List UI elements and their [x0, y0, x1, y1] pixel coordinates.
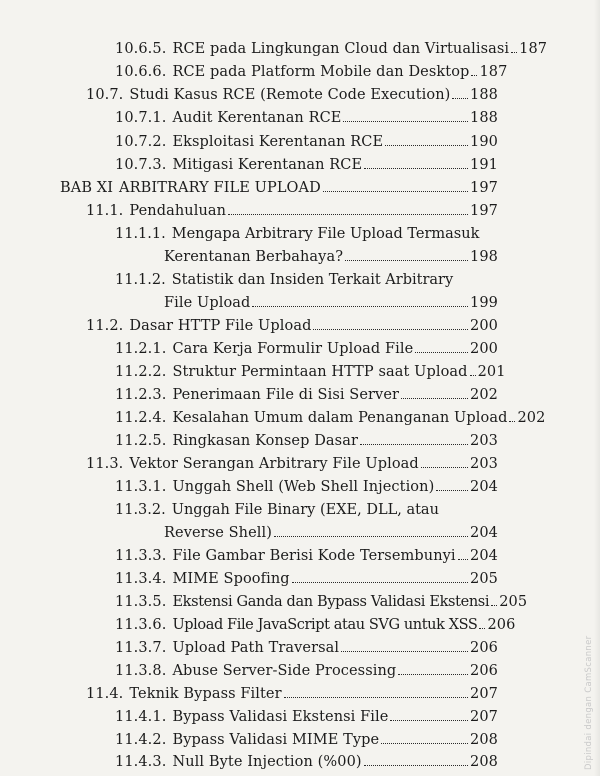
toc-entry-page: 200 — [470, 318, 498, 334]
toc-entry — [115, 60, 508, 80]
toc-entry — [86, 682, 498, 702]
toc-entry — [164, 245, 498, 265]
toc-entry — [115, 590, 528, 610]
toc-entry-title: Dasar HTTP File Upload — [129, 318, 312, 334]
toc-entry-title: Audit Kerentanan RCE — [172, 110, 342, 126]
toc-entry-title: Mitigasi Kerentanan RCE — [172, 157, 363, 173]
toc-entry-page: 204 — [470, 479, 498, 495]
toc-leader-dots — [360, 444, 468, 445]
toc-leader-dots — [381, 743, 468, 744]
toc-entry-number: 11.3.6. — [115, 617, 167, 633]
toc-entry-title-continued: File Upload — [164, 295, 251, 311]
toc-entry-number: 11.1.1. — [115, 226, 166, 242]
toc-entry-number: 11.1. — [86, 203, 124, 219]
toc-leader-dots — [452, 98, 468, 99]
toc-entry-page: 207 — [470, 709, 498, 725]
toc-entry-title: Null Byte Injection (%00) — [172, 754, 362, 770]
toc-entry-number: 11.2.3. — [115, 387, 167, 403]
toc-leader-dots — [436, 490, 468, 491]
toc-leader-dots — [470, 375, 476, 376]
toc-entry-page: 191 — [470, 157, 498, 173]
toc-entry-first-line — [115, 268, 453, 288]
toc-entry-title: Ringkasan Konsep Dasar — [172, 433, 358, 449]
toc-entry-title: Unggah Shell (Web Shell Injection) — [172, 479, 435, 495]
toc-entry — [115, 750, 498, 770]
toc-entry-number: 11.4.3. — [115, 754, 167, 770]
toc-entry-number: 10.7.3. — [115, 157, 167, 173]
toc-entry-title: MIME Spoofing — [172, 571, 290, 587]
toc-leader-dots — [398, 674, 468, 675]
toc-entry-number: 11.2. — [86, 318, 124, 334]
scanner-watermark: Dipindai dengan CamScanner — [584, 635, 594, 770]
toc-entry-number: 11.2.4. — [115, 410, 167, 426]
toc-leader-dots — [390, 720, 468, 721]
toc-entry — [115, 567, 498, 587]
toc-entry — [115, 613, 516, 633]
toc-leader-dots — [284, 697, 468, 698]
page-edge-shadow — [594, 0, 600, 776]
toc-leader-dots — [364, 765, 468, 766]
toc-entry-title: Bypass Validasi MIME Type — [172, 732, 380, 748]
toc-entry-page: 208 — [470, 732, 498, 748]
toc-entry-title: File Gambar Berisi Kode Tersembunyi — [172, 548, 456, 564]
toc-entry-title: Statistik dan Insiden Terkait Arbitrary — [171, 272, 454, 288]
toc-leader-dots — [471, 75, 477, 76]
toc-leader-dots — [252, 306, 468, 307]
toc-entry-page: 207 — [470, 686, 498, 702]
toc-entry-number: 11.2.1. — [115, 341, 167, 357]
toc-entry — [115, 383, 498, 403]
toc-entry-page: 200 — [470, 341, 498, 357]
toc-entry-number: 11.3.5. — [115, 594, 167, 610]
toc-entry-title-continued: Reverse Shell) — [164, 525, 273, 541]
toc-leader-dots — [323, 191, 468, 192]
toc-entry-number: 11.3.8. — [115, 663, 167, 679]
toc-entry-title: Unggah File Binary (EXE, DLL, atau — [171, 502, 439, 518]
toc-entry-number: 11.3.4. — [115, 571, 167, 587]
toc-entry-title: Mengapa Arbitrary File Upload Termasuk — [171, 226, 480, 242]
toc-chapter-entry — [60, 176, 498, 196]
toc-entry — [115, 406, 546, 426]
toc-entry — [115, 153, 498, 173]
toc-entry — [164, 291, 498, 311]
toc-entry-page: 203 — [470, 456, 498, 472]
toc-entry-number: 11.1.2. — [115, 272, 166, 288]
toc-entry-page: 187 — [479, 64, 508, 80]
toc-leader-dots — [313, 329, 468, 330]
toc-leader-dots — [421, 467, 468, 468]
toc-entry — [115, 130, 498, 150]
toc-entry-number: 10.6.5. — [115, 41, 167, 57]
toc-entry-title: Kesalahan Umum dalam Penanganan Upload — [172, 410, 508, 426]
toc-entry-number: 11.4.2. — [115, 732, 167, 748]
toc-entry-title: Pendahuluan — [129, 203, 227, 219]
toc-entry-title: ARBITRARY FILE UPLOAD — [119, 180, 321, 196]
toc-leader-dots — [458, 559, 468, 560]
toc-entry-title: Abuse Server-Side Processing — [172, 663, 397, 679]
toc-entry-title: Eksploitasi Kerentanan RCE — [172, 134, 384, 150]
toc-entry — [115, 37, 548, 57]
toc-entry — [115, 337, 498, 357]
toc-entry-page: 203 — [470, 433, 498, 449]
toc-leader-dots — [511, 52, 517, 53]
toc-entry-number: 11.3.3. — [115, 548, 167, 564]
toc-leader-dots — [345, 260, 468, 261]
toc-entry-number: 10.6.6. — [115, 64, 167, 80]
toc-leader-dots — [274, 536, 468, 537]
toc-leader-dots — [292, 582, 468, 583]
toc-entry-number: 11.2.5. — [115, 433, 167, 449]
toc-leader-dots — [415, 352, 468, 353]
toc-entry — [115, 705, 498, 725]
toc-entry-page: 202 — [517, 410, 546, 426]
toc-entry-page: 202 — [470, 387, 498, 403]
toc-entry-title: Upload File JavaScript atau SVG untuk XSS — [172, 617, 478, 633]
toc-entry-number: 11.2.2. — [115, 364, 167, 380]
toc-entry — [115, 429, 498, 449]
toc-entry-number: 10.7.2. — [115, 134, 167, 150]
toc-entry-page: 188 — [470, 110, 498, 126]
toc-entry-first-line — [115, 498, 439, 518]
toc-entry-title: Penerimaan File di Sisi Server — [172, 387, 400, 403]
toc-entry-number: BAB XI — [60, 180, 114, 196]
toc-entry-first-line — [115, 222, 479, 242]
toc-leader-dots — [491, 605, 497, 606]
toc-entry-title: Cara Kerja Formulir Upload File — [172, 341, 414, 357]
toc-entry-title-continued: Kerentanan Berbahaya? — [164, 249, 344, 265]
toc-leader-dots — [509, 421, 515, 422]
toc-entry-page: 204 — [470, 525, 498, 541]
toc-entry-number: 11.4.1. — [115, 709, 167, 725]
toc-entry-page: 208 — [470, 754, 498, 770]
toc-leader-dots — [364, 168, 468, 169]
toc-entry — [115, 544, 498, 564]
toc-entry-page: 206 — [487, 617, 516, 633]
toc-leader-dots — [479, 628, 485, 629]
toc-entry-number: 11.3. — [86, 456, 124, 472]
toc-entry — [86, 83, 498, 103]
toc-entry-page: 204 — [470, 548, 498, 564]
toc-entry-title: Upload Path Traversal — [172, 640, 340, 656]
toc-entry — [86, 199, 498, 219]
toc-entry-number: 11.4. — [86, 686, 124, 702]
toc-entry — [115, 636, 498, 656]
toc-entry-page: 205 — [499, 594, 528, 610]
toc-entry-number: 11.3.1. — [115, 479, 167, 495]
toc-entry-title: RCE pada Platform Mobile dan Desktop — [172, 64, 470, 80]
toc-entry — [86, 314, 498, 334]
toc-entry — [115, 475, 498, 495]
toc-entry-title: Studi Kasus RCE (Remote Code Execution) — [129, 87, 451, 103]
toc-entry — [86, 452, 498, 472]
toc-entry-title: Bypass Validasi Ekstensi File — [172, 709, 389, 725]
toc-leader-dots — [343, 121, 468, 122]
toc-entry-title: Struktur Permintaan HTTP saat Upload — [172, 364, 468, 380]
toc-entry — [115, 360, 506, 380]
toc-entry-page: 201 — [477, 364, 506, 380]
toc-entry-number: 11.3.7. — [115, 640, 167, 656]
toc-entry-title: Teknik Bypass Filter — [129, 686, 282, 702]
toc-entry — [164, 521, 498, 541]
toc-entry-page: 206 — [470, 640, 498, 656]
toc-entry-page: 199 — [470, 295, 498, 311]
toc-entry-page: 190 — [470, 134, 498, 150]
toc-leader-dots — [401, 398, 468, 399]
toc-entry-page: 206 — [470, 663, 498, 679]
toc-entry-title: RCE pada Lingkungan Cloud dan Virtualisasi — [172, 41, 510, 57]
toc-entry-page: 205 — [470, 571, 498, 587]
toc-entry-page: 197 — [470, 203, 498, 219]
toc-leader-dots — [385, 145, 468, 146]
toc-leader-dots — [228, 214, 468, 215]
toc-entry-page: 197 — [470, 180, 498, 196]
toc-entry-number: 10.7.1. — [115, 110, 167, 126]
toc-entry — [115, 728, 498, 748]
toc-entry-title: Vektor Serangan Arbitrary File Upload — [129, 456, 419, 472]
toc-entry-page: 188 — [470, 87, 498, 103]
toc-entry-page: 198 — [470, 249, 498, 265]
toc-entry-page: 187 — [519, 41, 548, 57]
toc-leader-dots — [341, 651, 468, 652]
toc-entry-number: 11.3.2. — [115, 502, 166, 518]
toc-entry — [115, 659, 498, 679]
toc-entry-title: Ekstensi Ganda dan Bypass Validasi Ekstensi — [172, 594, 490, 610]
toc-entry-number: 10.7. — [86, 87, 124, 103]
toc-entry — [115, 106, 498, 126]
